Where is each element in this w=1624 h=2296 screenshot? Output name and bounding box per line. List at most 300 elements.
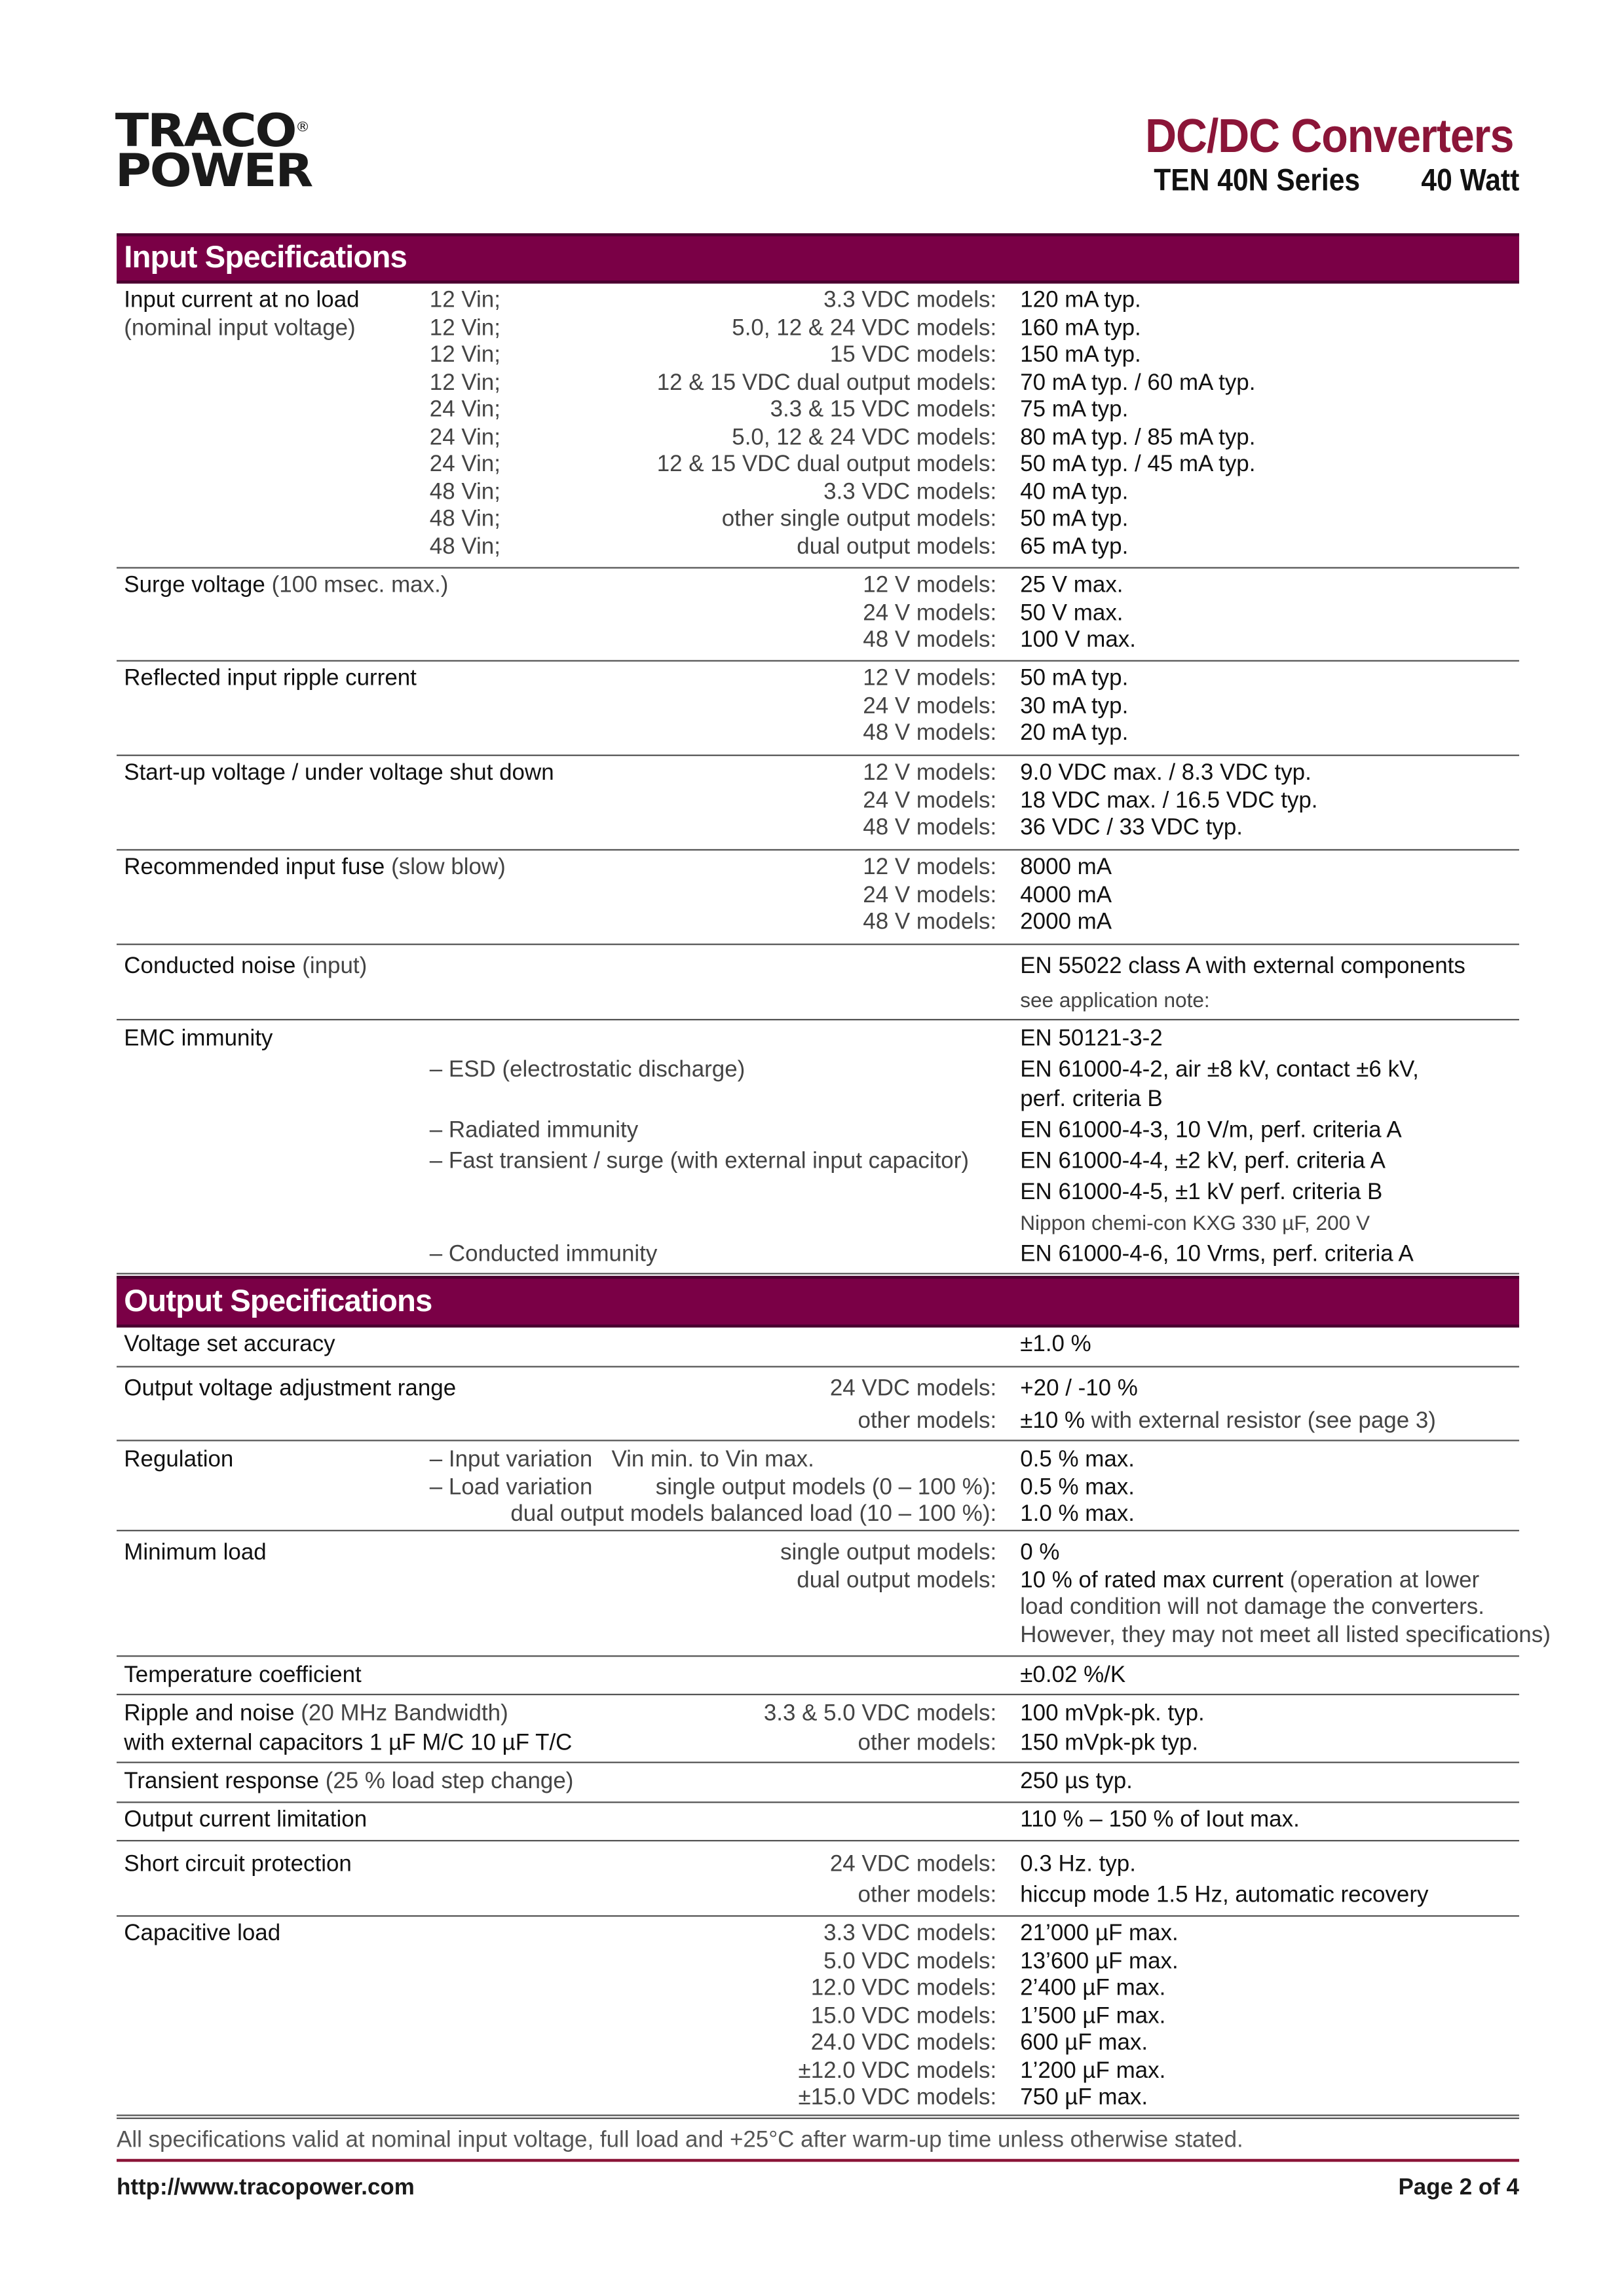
spec-label-note: (100 msec. max.)	[271, 573, 449, 598]
spec-value-cell	[1020, 1849, 1519, 1880]
column-gap	[996, 1976, 1020, 2003]
spec-condition: – Radiated immunity	[429, 1118, 639, 1143]
spec-label: Conducted noise	[124, 953, 296, 980]
spec-value-cell	[1020, 815, 1519, 843]
column-gap	[996, 628, 1020, 655]
spec-value: 13’600 µF max.	[1020, 1948, 1179, 1974]
spec-line	[124, 1447, 1519, 1475]
spec-value: 70 mA typ. / 60 mA typ.	[1020, 370, 1256, 395]
spec-value-small: see application note:	[1020, 987, 1210, 1012]
column-gap	[996, 1921, 1020, 1949]
spec-condition	[430, 2003, 811, 2031]
spec-label-cell	[124, 1025, 429, 1056]
spec-value-cell	[1020, 600, 1519, 628]
spec-model: 3.3 VDC models:	[823, 288, 997, 313]
spec-label-note: (25 % load step change)	[325, 1769, 574, 1795]
spec-label-cell	[124, 425, 429, 452]
spec-line	[124, 1056, 1519, 1086]
column-gap	[996, 761, 1020, 788]
column-gap	[996, 721, 1020, 748]
spec-condition	[430, 1661, 996, 1691]
traco-power-logo: TRACO® POWER	[115, 105, 312, 198]
spec-value: ±10 %	[1020, 1408, 1086, 1434]
spec-label-cell	[124, 1474, 429, 1502]
spec-row	[117, 662, 1519, 756]
column-gap	[996, 909, 1020, 937]
spec-label-cell	[124, 1147, 429, 1178]
spec-label-cell	[124, 1921, 429, 1949]
spec-value-cell	[1020, 1595, 1519, 1622]
spec-condition	[430, 1025, 996, 1056]
spec-line	[124, 1330, 1519, 1360]
column-gap	[996, 2085, 1020, 2113]
spec-value: 2’400 µF max.	[1020, 1976, 1166, 2001]
spec-line	[124, 1406, 1519, 1438]
spec-label-cell	[124, 479, 429, 507]
spec-label-cell	[124, 370, 429, 398]
spec-line	[124, 909, 1519, 937]
spec-value: 36 VDC / 33 VDC typ.	[1020, 814, 1243, 841]
column-gap	[996, 479, 1020, 507]
column-gap	[996, 1806, 1020, 1835]
spec-condition	[430, 1700, 764, 1729]
spec-value-cell	[1020, 1373, 1519, 1406]
spec-value-cell	[1020, 1661, 1519, 1691]
spec-value-cell	[1020, 951, 1519, 984]
spec-condition	[430, 1880, 858, 1911]
spec-label-cell	[124, 854, 506, 883]
spec-value-cell	[1020, 573, 1519, 600]
spec-model: single output models:	[780, 1540, 997, 1565]
spec-line	[124, 1700, 1519, 1729]
column-gap	[996, 666, 1020, 693]
spec-label: Ripple and noise	[124, 1701, 295, 1727]
spec-label-cell	[124, 666, 429, 693]
website-link[interactable]: http://www.tracopower.com	[117, 2175, 415, 2200]
spec-condition	[430, 1976, 811, 2003]
spec-label-cell	[124, 1056, 429, 1086]
spec-condition: 24 Vin;	[429, 451, 500, 477]
spec-value: 75 mA typ.	[1020, 397, 1129, 423]
spec-label-cell	[124, 1976, 429, 2003]
column-gap	[996, 1447, 1020, 1475]
spec-value-note: (operation at lower	[1283, 1567, 1480, 1593]
column-gap	[996, 452, 1020, 480]
spec-line	[124, 1595, 1519, 1622]
output-specs-header: Output Specifications	[117, 1276, 1519, 1328]
spec-value-cell	[1020, 315, 1519, 343]
spec-value: EN 61000-4-2, air ±8 kV, contact ±6 kV,	[1020, 1056, 1419, 1082]
spec-value-cell	[1020, 534, 1519, 562]
spec-condition	[430, 573, 863, 600]
column-gap	[996, 1849, 1020, 1880]
column-gap	[996, 1768, 1020, 1797]
spec-condition: 48 Vin;	[429, 533, 500, 559]
spec-label-cell	[124, 628, 429, 655]
spec-model: 12 V models:	[863, 854, 997, 881]
spec-condition	[430, 2031, 811, 2058]
spec-line	[124, 1949, 1519, 1976]
spec-line	[124, 479, 1519, 507]
spec-label-cell	[124, 600, 429, 628]
spec-label-note: (nominal input voltage)	[124, 315, 356, 341]
spec-value: 150 mA typ.	[1020, 342, 1141, 368]
spec-row	[117, 756, 1519, 851]
spec-condition	[430, 600, 863, 628]
spec-line	[124, 370, 1519, 398]
spec-condition: 12 Vin;	[429, 288, 500, 313]
spec-value: hiccup mode 1.5 Hz, automatic recovery	[1020, 1883, 1429, 1908]
spec-label-cell	[124, 1700, 508, 1729]
spec-value: ±0.02 %/K	[1020, 1662, 1126, 1688]
spec-value: EN 61000-4-3, 10 V/m, perf. criteria A	[1020, 1118, 1402, 1143]
spec-model: 5.0, 12 & 24 VDC models:	[732, 315, 997, 341]
spec-value: 50 mA typ.	[1020, 506, 1129, 532]
spec-label: Start-up voltage / under voltage shut down	[124, 760, 554, 786]
column-gap	[996, 1208, 1020, 1240]
spec-line	[124, 343, 1519, 370]
spec-value-cell	[1020, 984, 1519, 1018]
column-gap	[996, 1949, 1020, 1976]
spec-label-cell	[124, 909, 429, 937]
spec-condition: 12 Vin;	[429, 342, 500, 368]
spec-value: EN 50121-3-2	[1020, 1026, 1163, 1052]
spec-condition	[430, 721, 863, 748]
spec-label: Reflected input ripple current	[124, 666, 417, 691]
spec-row	[117, 1657, 1519, 1696]
spec-label-cell	[124, 397, 429, 425]
spec-model: 3.3 & 15 VDC models:	[770, 397, 997, 423]
spec-value: 150 mVpk-pk typ.	[1020, 1730, 1199, 1755]
spec-label-cell	[124, 343, 429, 370]
column-gap	[996, 1567, 1020, 1595]
spec-label-cell	[124, 1567, 429, 1595]
spec-value-cell	[1020, 1622, 1551, 1650]
column-gap	[996, 951, 1020, 984]
spec-value-cell	[1020, 1208, 1519, 1240]
spec-condition	[430, 1768, 996, 1797]
spec-row	[117, 1841, 1519, 1917]
spec-line	[124, 1806, 1519, 1835]
column-gap	[996, 693, 1020, 721]
spec-label-cell	[124, 315, 429, 343]
spec-value-cell	[1020, 397, 1519, 425]
column-gap	[996, 855, 1020, 883]
spec-value: 750 µF max.	[1020, 2085, 1148, 2111]
spec-model: 12 & 15 VDC dual output models:	[656, 370, 997, 395]
spec-line	[124, 1474, 1519, 1502]
spec-label-cell	[124, 2057, 429, 2085]
spec-label-cell	[124, 1949, 429, 1976]
column-gap	[996, 1240, 1020, 1271]
spec-value: 100 mVpk-pk. typ.	[1020, 1701, 1205, 1727]
column-gap	[996, 1373, 1020, 1406]
spec-row	[117, 1328, 1519, 1368]
spec-row	[117, 569, 1519, 662]
output-specs-table	[117, 1328, 1551, 2119]
column-gap	[996, 1086, 1020, 1117]
spec-label-cell	[124, 951, 429, 984]
spec-label: Transient response	[124, 1769, 320, 1795]
column-gap	[996, 1025, 1020, 1056]
spec-value-cell	[1020, 2003, 1519, 2031]
footer-divider	[117, 2159, 1519, 2162]
spec-line	[124, 1208, 1519, 1240]
spec-model: 12.0 VDC models:	[810, 1976, 997, 2001]
spec-line	[124, 2003, 1519, 2031]
spec-label-cell	[124, 573, 449, 600]
spec-model: other models:	[858, 1883, 997, 1908]
spec-model: 12 V models:	[863, 573, 997, 598]
spec-value-cell	[1020, 1976, 1519, 2003]
spec-condition	[430, 1540, 780, 1568]
spec-condition	[430, 1622, 996, 1650]
spec-model: single output models (0 – 100 %):	[655, 1474, 997, 1500]
spec-condition	[430, 909, 863, 937]
spec-row	[117, 1803, 1519, 1842]
spec-label-note: (slow blow)	[391, 854, 506, 881]
spec-condition	[430, 883, 863, 910]
spec-line	[124, 1661, 1519, 1691]
spec-condition: – Load variation	[429, 1474, 593, 1500]
spec-value: 120 mA typ.	[1020, 288, 1141, 313]
spec-model: ±15.0 VDC models:	[798, 2085, 997, 2111]
spec-value-cell	[1020, 2031, 1519, 2058]
spec-line	[124, 1729, 1519, 1757]
spec-label-cell	[124, 1622, 429, 1650]
spec-value-cell	[1020, 1330, 1519, 1360]
spec-label: Capacitive load	[124, 1921, 281, 1947]
spec-label-cell	[124, 1661, 429, 1691]
spec-value: 0.5 % max.	[1020, 1447, 1135, 1472]
spec-line	[124, 1086, 1519, 1117]
spec-label-cell	[124, 1849, 429, 1880]
spec-value-note: with external resistor (see page 3)	[1085, 1408, 1436, 1434]
spec-row	[117, 1695, 1519, 1763]
spec-label: Input current at no load	[124, 288, 360, 313]
spec-value-cell	[1020, 628, 1519, 655]
spec-model: 15 VDC models:	[829, 342, 997, 368]
spec-row	[117, 1531, 1551, 1657]
spec-condition	[430, 1330, 996, 1360]
spec-model: 24.0 VDC models:	[810, 2030, 997, 2056]
spec-value-cell	[1020, 1025, 1519, 1056]
spec-value: 1’200 µF max.	[1020, 2057, 1166, 2083]
spec-line	[124, 534, 1519, 562]
power-rating: 40 Watt	[1421, 164, 1519, 198]
spec-value-cell	[1020, 1729, 1519, 1757]
spec-value-cell	[1020, 1177, 1519, 1208]
column-gap	[996, 1880, 1020, 1911]
spec-condition	[430, 761, 863, 788]
spec-model: ±12.0 VDC models:	[798, 2057, 997, 2083]
spec-condition	[430, 1086, 996, 1117]
spec-value: EN 61000-4-6, 10 Vrms, perf. criteria A	[1020, 1242, 1414, 1267]
spec-line	[124, 1768, 1519, 1797]
spec-label-cell	[124, 288, 429, 315]
spec-model: 24 V models:	[863, 600, 997, 626]
spec-condition	[430, 984, 996, 1018]
spec-line	[124, 1622, 1551, 1650]
spec-value: 0.3 Hz. typ.	[1020, 1852, 1136, 1877]
spec-condition	[430, 666, 863, 693]
spec-value: EN 55022 class A with external components	[1020, 953, 1465, 980]
spec-label-cell	[124, 1447, 429, 1475]
spec-model: other single output models:	[721, 506, 997, 532]
spec-value-cell	[1020, 1474, 1519, 1502]
spec-line	[124, 2057, 1519, 2085]
spec-line	[124, 1240, 1519, 1271]
spec-condition	[430, 1177, 996, 1208]
spec-value-cell	[1020, 1056, 1519, 1086]
spec-line	[124, 1117, 1519, 1147]
spec-value-cell	[1020, 288, 1519, 315]
spec-line	[124, 1849, 1519, 1880]
column-gap	[996, 425, 1020, 452]
spec-row	[117, 851, 1519, 945]
spec-label-cell	[124, 1373, 457, 1406]
spec-label: Voltage set accuracy	[124, 1331, 335, 1358]
spec-line	[124, 1025, 1519, 1056]
spec-value-cell	[1020, 666, 1519, 693]
spec-model: 48 V models:	[863, 720, 997, 746]
page-subtitle	[1154, 164, 1519, 199]
spec-value-cell	[1020, 1540, 1519, 1568]
spec-value: EN 61000-4-4, ±2 kV, perf. criteria A	[1020, 1148, 1386, 1174]
spec-model: 24 VDC models:	[829, 1852, 997, 1877]
spec-value: 1’500 µF max.	[1020, 2003, 1166, 2029]
spec-line	[124, 883, 1519, 910]
column-gap	[996, 397, 1020, 425]
spec-label-cell	[124, 1729, 573, 1757]
spec-model: other models:	[858, 1730, 997, 1755]
spec-label-cell	[124, 507, 429, 534]
column-gap	[996, 2003, 1020, 2031]
input-specs-header: Input Specifications	[117, 233, 1519, 284]
spec-condition	[430, 2057, 799, 2085]
spec-condition: – Fast transient / surge (with external input capacitor)	[429, 1148, 969, 1174]
column-gap	[996, 370, 1020, 398]
spec-condition: 12 Vin;	[429, 315, 500, 341]
spec-row	[117, 1763, 1519, 1803]
spec-line	[124, 1976, 1519, 2003]
spec-label-cell	[124, 721, 429, 748]
spec-value-cell	[1020, 507, 1519, 534]
spec-model: 48 V models:	[863, 814, 997, 841]
spec-value-cell	[1020, 452, 1519, 480]
spec-value-cell	[1020, 2057, 1519, 2085]
spec-line	[124, 1921, 1519, 1949]
spec-model: 48 V models:	[863, 627, 997, 653]
spec-value-cell	[1020, 1086, 1519, 1117]
spec-value: 600 µF max.	[1020, 2030, 1148, 2056]
spec-value: 1.0 % max.	[1020, 1501, 1135, 1527]
spec-line	[124, 693, 1519, 721]
spec-label-note: (20 MHz Bandwidth)	[301, 1701, 508, 1727]
spec-value: 18 VDC max. / 16.5 VDC typ.	[1020, 788, 1318, 813]
spec-condition	[430, 855, 863, 883]
column-gap	[996, 288, 1020, 315]
spec-value-cell	[1020, 721, 1519, 748]
column-gap	[996, 507, 1020, 534]
spec-condition	[430, 1373, 830, 1406]
spec-value-cell	[1020, 1147, 1519, 1178]
spec-value-cell	[1020, 1768, 1519, 1797]
spec-model: 15.0 VDC models:	[810, 2003, 997, 2029]
spec-line	[124, 315, 1519, 343]
spec-value: 9.0 VDC max. / 8.3 VDC typ.	[1020, 760, 1312, 786]
spec-value-cell	[1020, 1700, 1519, 1729]
spec-value-cell	[1020, 693, 1519, 721]
spec-label-cell	[124, 1117, 429, 1147]
spec-label-cell	[124, 1406, 429, 1438]
spec-row	[117, 1442, 1519, 1531]
spec-value: 160 mA typ.	[1020, 315, 1141, 341]
spec-line	[124, 761, 1519, 788]
spec-line	[124, 425, 1519, 452]
spec-condition	[430, 1849, 830, 1880]
spec-value: 50 mA typ. / 45 mA typ.	[1020, 451, 1256, 477]
column-gap	[996, 1622, 1020, 1650]
spec-condition: 24 Vin;	[429, 424, 500, 450]
spec-condition	[430, 1567, 797, 1595]
spec-value: 0.5 % max.	[1020, 1474, 1135, 1500]
spec-label-cell	[124, 1208, 429, 1240]
spec-model: other models:	[858, 1408, 997, 1434]
spec-value: 30 mA typ.	[1020, 693, 1129, 719]
spec-label-cell	[124, 883, 429, 910]
column-gap	[996, 1540, 1020, 1568]
spec-value: 10 % of rated max current	[1020, 1567, 1284, 1593]
spec-value-cell	[1020, 425, 1519, 452]
spec-label: Output current limitation	[124, 1807, 368, 1833]
spec-model: 24 V models:	[863, 788, 997, 813]
spec-value: 50 V max.	[1020, 600, 1124, 626]
spec-label-cell	[124, 1880, 429, 1911]
spec-condition	[430, 951, 996, 984]
spec-line	[124, 721, 1519, 748]
spec-value: 100 V max.	[1020, 627, 1136, 653]
spec-value-cell	[1020, 1117, 1519, 1147]
spec-line	[124, 2085, 1519, 2113]
spec-label: Short circuit protection	[124, 1852, 352, 1877]
spec-line	[124, 1502, 1519, 1529]
spec-model: 5.0 VDC models:	[823, 1948, 997, 1974]
spec-value: 40 mA typ.	[1020, 479, 1129, 505]
column-gap	[996, 1700, 1020, 1729]
spec-condition	[430, 1595, 996, 1622]
spec-model: 24 V models:	[863, 882, 997, 908]
spec-value: 0 %	[1020, 1540, 1060, 1565]
spec-value-cell	[1020, 1806, 1519, 1835]
column-gap	[996, 1502, 1020, 1529]
spec-row	[117, 945, 1519, 1020]
page-title: DC/DC Converters	[1144, 109, 1513, 163]
spec-label-cell	[124, 1177, 429, 1208]
spec-value-cell	[1020, 1406, 1519, 1438]
spec-value-cell	[1020, 479, 1519, 507]
spec-label: Recommended input fuse	[124, 854, 385, 881]
column-gap	[996, 815, 1020, 843]
column-gap	[996, 883, 1020, 910]
spec-value-cell	[1020, 1880, 1519, 1911]
spec-label: Surge voltage	[124, 573, 265, 598]
spec-value: 2000 mA	[1020, 909, 1112, 935]
spec-line	[124, 452, 1519, 480]
column-gap	[996, 1056, 1020, 1086]
spec-model: dual output models balanced load (10 – 100 %):	[510, 1501, 997, 1527]
spec-label-cell	[124, 1330, 429, 1360]
